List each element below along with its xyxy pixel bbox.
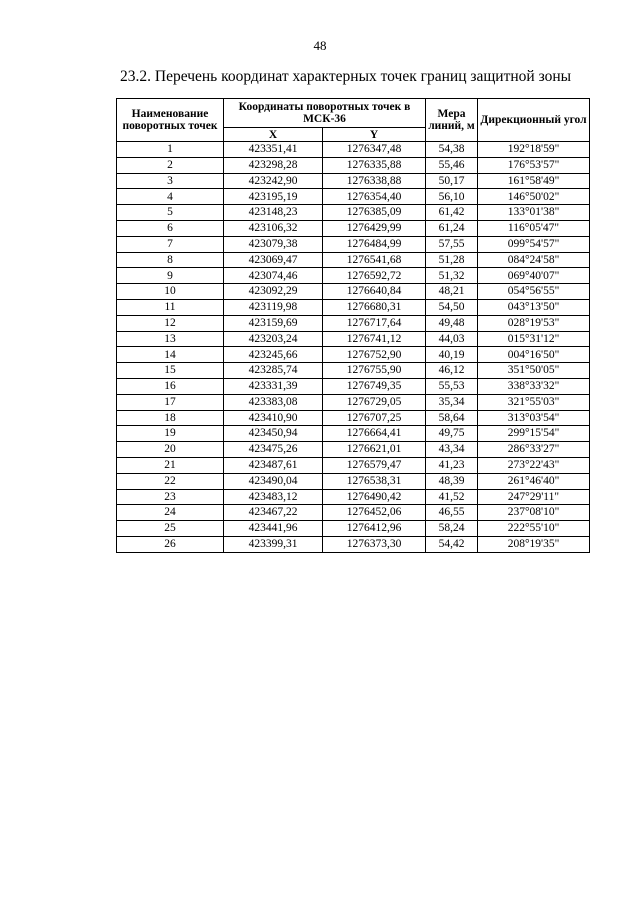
cell-length: 61,24 [426, 220, 478, 236]
cell-angle: 299°15'54" [478, 426, 590, 442]
table-body [117, 142, 590, 553]
cell-point-number: 2 [117, 157, 224, 173]
cell-point-number: 3 [117, 173, 224, 189]
cell-y: 1276452,06 [323, 505, 426, 521]
cell-y: 1276741,12 [323, 331, 426, 347]
cell-x: 423119,98 [224, 299, 323, 315]
table-row [117, 220, 590, 236]
cell-angle: 054°56'55" [478, 284, 590, 300]
cell-length: 54,50 [426, 299, 478, 315]
header-point-name: Наименование поворотных точек [117, 99, 224, 142]
cell-y: 1276335,88 [323, 157, 426, 173]
cell-angle: 286°33'27" [478, 442, 590, 458]
table-row [117, 536, 590, 552]
cell-point-number: 6 [117, 220, 224, 236]
cell-x: 423285,74 [224, 363, 323, 379]
cell-length: 57,55 [426, 236, 478, 252]
cell-angle: 247°29'11" [478, 489, 590, 505]
cell-y: 1276412,96 [323, 521, 426, 537]
table-row [117, 489, 590, 505]
cell-length: 46,55 [426, 505, 478, 521]
cell-length: 56,10 [426, 189, 478, 205]
cell-point-number: 13 [117, 331, 224, 347]
cell-y: 1276640,84 [323, 284, 426, 300]
table-row [117, 363, 590, 379]
cell-length: 40,19 [426, 347, 478, 363]
cell-x: 423159,69 [224, 315, 323, 331]
table-row [117, 410, 590, 426]
cell-point-number: 11 [117, 299, 224, 315]
cell-length: 41,52 [426, 489, 478, 505]
cell-y: 1276717,64 [323, 315, 426, 331]
table-row [117, 268, 590, 284]
cell-length: 35,34 [426, 394, 478, 410]
cell-point-number: 7 [117, 236, 224, 252]
cell-x: 423475,26 [224, 442, 323, 458]
cell-angle: 313°03'54" [478, 410, 590, 426]
table-row [117, 205, 590, 221]
cell-point-number: 22 [117, 473, 224, 489]
cell-y: 1276385,09 [323, 205, 426, 221]
cell-angle: 237°08'10" [478, 505, 590, 521]
cell-angle: 028°19'53" [478, 315, 590, 331]
table-row [117, 284, 590, 300]
cell-angle: 146°50'02" [478, 189, 590, 205]
cell-x: 423487,61 [224, 457, 323, 473]
header-angle: Дирекционный угол [478, 99, 590, 142]
table-row [117, 442, 590, 458]
cell-length: 61,42 [426, 205, 478, 221]
cell-y: 1276354,40 [323, 189, 426, 205]
table-row [117, 521, 590, 537]
table-row [117, 394, 590, 410]
cell-x: 423069,47 [224, 252, 323, 268]
section-title: 23.2. Перечень координат характерных точек границ защитной зоны [120, 68, 572, 85]
table-row [117, 331, 590, 347]
cell-point-number: 21 [117, 457, 224, 473]
cell-y: 1276755,90 [323, 363, 426, 379]
cell-x: 423410,90 [224, 410, 323, 426]
cell-angle: 133°01'38" [478, 205, 590, 221]
cell-angle: 273°22'43" [478, 457, 590, 473]
cell-length: 49,48 [426, 315, 478, 331]
cell-x: 423203,24 [224, 331, 323, 347]
cell-y: 1276749,35 [323, 378, 426, 394]
cell-angle: 099°54'57" [478, 236, 590, 252]
cell-point-number: 12 [117, 315, 224, 331]
cell-point-number: 17 [117, 394, 224, 410]
table-row [117, 173, 590, 189]
cell-y: 1276579,47 [323, 457, 426, 473]
cell-x: 423079,38 [224, 236, 323, 252]
cell-y: 1276541,68 [323, 252, 426, 268]
table-row [117, 457, 590, 473]
table-row [117, 236, 590, 252]
cell-length: 51,28 [426, 252, 478, 268]
cell-angle: 222°55'10" [478, 521, 590, 537]
cell-x: 423441,96 [224, 521, 323, 537]
table-row [117, 299, 590, 315]
cell-point-number: 19 [117, 426, 224, 442]
cell-angle: 116°05'47" [478, 220, 590, 236]
cell-angle: 084°24'58" [478, 252, 590, 268]
cell-point-number: 26 [117, 536, 224, 552]
cell-length: 54,42 [426, 536, 478, 552]
cell-point-number: 18 [117, 410, 224, 426]
cell-angle: 069°40'07" [478, 268, 590, 284]
cell-y: 1276484,99 [323, 236, 426, 252]
cell-x: 423483,12 [224, 489, 323, 505]
cell-y: 1276664,41 [323, 426, 426, 442]
cell-length: 54,38 [426, 142, 478, 158]
table-row [117, 426, 590, 442]
cell-point-number: 5 [117, 205, 224, 221]
cell-length: 43,34 [426, 442, 478, 458]
cell-x: 423092,29 [224, 284, 323, 300]
cell-angle: 192°18'59" [478, 142, 590, 158]
cell-angle: 338°33'32" [478, 378, 590, 394]
table-row [117, 505, 590, 521]
table-row [117, 157, 590, 173]
cell-length: 50,17 [426, 173, 478, 189]
cell-point-number: 25 [117, 521, 224, 537]
header-x: X [224, 128, 323, 142]
cell-y: 1276429,99 [323, 220, 426, 236]
cell-y: 1276621,01 [323, 442, 426, 458]
table-row [117, 378, 590, 394]
header-length: Мера линий, м [426, 99, 478, 142]
cell-y: 1276752,90 [323, 347, 426, 363]
cell-point-number: 24 [117, 505, 224, 521]
cell-length: 41,23 [426, 457, 478, 473]
cell-y: 1276490,42 [323, 489, 426, 505]
cell-length: 58,64 [426, 410, 478, 426]
cell-angle: 176°53'57" [478, 157, 590, 173]
cell-point-number: 9 [117, 268, 224, 284]
cell-angle: 043°13'50" [478, 299, 590, 315]
cell-angle: 351°50'05" [478, 363, 590, 379]
cell-x: 423074,46 [224, 268, 323, 284]
header-coords-group: Координаты поворотных точек в МСК-36 [224, 99, 426, 128]
cell-point-number: 8 [117, 252, 224, 268]
cell-x: 423195,19 [224, 189, 323, 205]
cell-x: 423148,23 [224, 205, 323, 221]
table-row [117, 189, 590, 205]
table-row [117, 142, 590, 158]
cell-x: 423490,04 [224, 473, 323, 489]
cell-x: 423106,32 [224, 220, 323, 236]
table-row [117, 347, 590, 363]
cell-length: 55,53 [426, 378, 478, 394]
cell-y: 1276373,30 [323, 536, 426, 552]
cell-point-number: 16 [117, 378, 224, 394]
cell-angle: 161°58'49" [478, 173, 590, 189]
cell-y: 1276538,31 [323, 473, 426, 489]
cell-x: 423383,08 [224, 394, 323, 410]
cell-y: 1276707,25 [323, 410, 426, 426]
cell-x: 423351,41 [224, 142, 323, 158]
cell-length: 48,39 [426, 473, 478, 489]
cell-point-number: 1 [117, 142, 224, 158]
cell-angle: 015°31'12" [478, 331, 590, 347]
cell-point-number: 10 [117, 284, 224, 300]
cell-angle: 321°55'03" [478, 394, 590, 410]
cell-point-number: 4 [117, 189, 224, 205]
cell-point-number: 23 [117, 489, 224, 505]
table-row [117, 252, 590, 268]
cell-y: 1276338,88 [323, 173, 426, 189]
cell-y: 1276729,05 [323, 394, 426, 410]
cell-length: 48,21 [426, 284, 478, 300]
coordinates-table [116, 98, 590, 553]
cell-length: 46,12 [426, 363, 478, 379]
cell-x: 423245,66 [224, 347, 323, 363]
cell-x: 423242,90 [224, 173, 323, 189]
cell-length: 51,32 [426, 268, 478, 284]
page-number: 48 [313, 38, 327, 53]
cell-length: 58,24 [426, 521, 478, 537]
cell-y: 1276680,31 [323, 299, 426, 315]
cell-length: 44,03 [426, 331, 478, 347]
cell-point-number: 20 [117, 442, 224, 458]
cell-y: 1276347,48 [323, 142, 426, 158]
cell-angle: 004°16'50" [478, 347, 590, 363]
cell-x: 423298,28 [224, 157, 323, 173]
cell-y: 1276592,72 [323, 268, 426, 284]
cell-point-number: 15 [117, 363, 224, 379]
cell-point-number: 14 [117, 347, 224, 363]
header-y: Y [323, 128, 426, 142]
cell-x: 423467,22 [224, 505, 323, 521]
table-row [117, 473, 590, 489]
cell-x: 423331,39 [224, 378, 323, 394]
cell-x: 423450,94 [224, 426, 323, 442]
table-row [117, 315, 590, 331]
cell-length: 55,46 [426, 157, 478, 173]
cell-length: 49,75 [426, 426, 478, 442]
cell-angle: 208°19'35" [478, 536, 590, 552]
cell-angle: 261°46'40" [478, 473, 590, 489]
cell-x: 423399,31 [224, 536, 323, 552]
